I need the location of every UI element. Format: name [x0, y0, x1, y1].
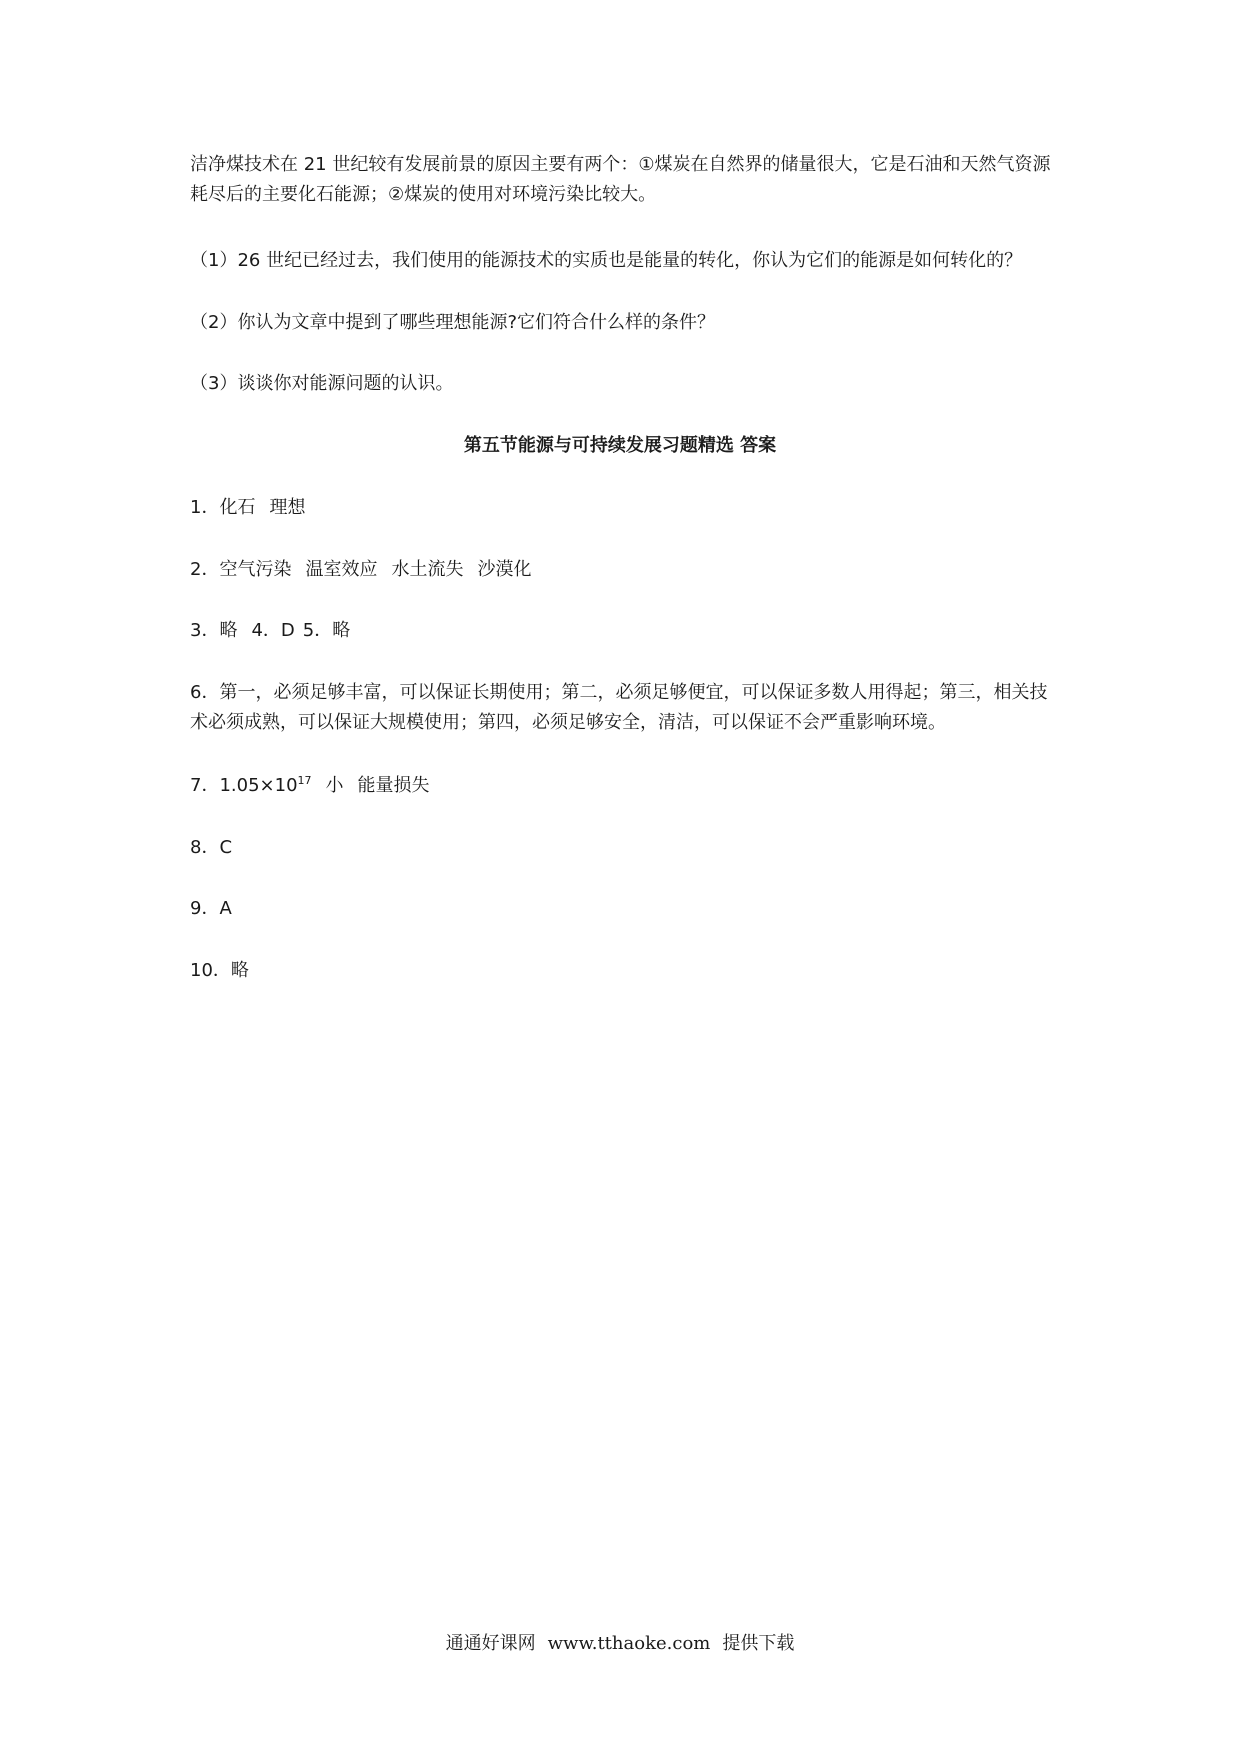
footer-url[interactable]: www.tthaoke.com [547, 1633, 711, 1654]
answer-7-base: 1.05×10 [219, 775, 298, 796]
footer-site-name: 通通好课网 [445, 1633, 536, 1654]
footer-suffix: 提供下载 [722, 1633, 795, 1654]
answer-2-num: 2． [190, 559, 220, 580]
answer-8: 8．C [190, 837, 233, 858]
intro-paragraph: 洁净煤技术在 21 世纪较有发展前景的原因主要有两个：①煤炭在自然界的储量很大，它是石油和天然气资源耗尽后的主要化石能源；②煤炭的使用对环境污染比较大。 [190, 154, 1051, 205]
answer-4: 4．D [251, 620, 295, 641]
answer-1-num: 1． [190, 497, 220, 518]
answer-2-part-1: 空气污染 [219, 559, 292, 580]
answer-7-exponent: 17 [297, 774, 312, 787]
answer-7 [190, 771, 430, 801]
question-1: （1）26 世纪已经过去，我们使用的能源技术的实质也是能量的转化，你认为它们的能源是如何转化的？ [190, 250, 1023, 271]
answer-7-part-3: 能量损失 [357, 775, 430, 796]
answer-5: 5．略 [302, 620, 351, 641]
answer-10: 10．略 [190, 960, 249, 981]
answer-1 [190, 493, 305, 523]
question-2: （2）你认为文章中提到了哪些理想能源?它们符合什么样的条件？ [190, 312, 716, 333]
answer-2-part-4: 沙漠化 [477, 559, 532, 580]
answer-1-part-2: 理想 [269, 497, 306, 518]
answer-2-part-2: 温室效应 [305, 559, 378, 580]
page-footer [0, 1630, 1240, 1658]
answer-9: 9．A [190, 898, 232, 919]
answer-6: 6．第一，必须足够丰富，可以保证长期使用；第二，必须足够便宜，可以保证多数人用得起；第三，相关技术必须成熟，可以保证大规模使用；第四，必须足够安全，清洁，可以保证不会严重影响环境。 [190, 682, 1048, 733]
answer-3: 3．略 [190, 620, 238, 641]
answers-title: 第五节能源与可持续发展习题精选 答案 [463, 435, 777, 456]
answer-7-part-2: 小 [325, 775, 344, 796]
answer-7-num: 7． [190, 775, 220, 796]
answer-2-part-3: 水土流失 [391, 559, 464, 580]
answer-3-5 [190, 616, 350, 646]
answer-1-part-1: 化石 [219, 497, 256, 518]
answer-2 [190, 555, 531, 585]
question-3: （3）谈谈你对能源问题的认识。 [190, 373, 454, 394]
